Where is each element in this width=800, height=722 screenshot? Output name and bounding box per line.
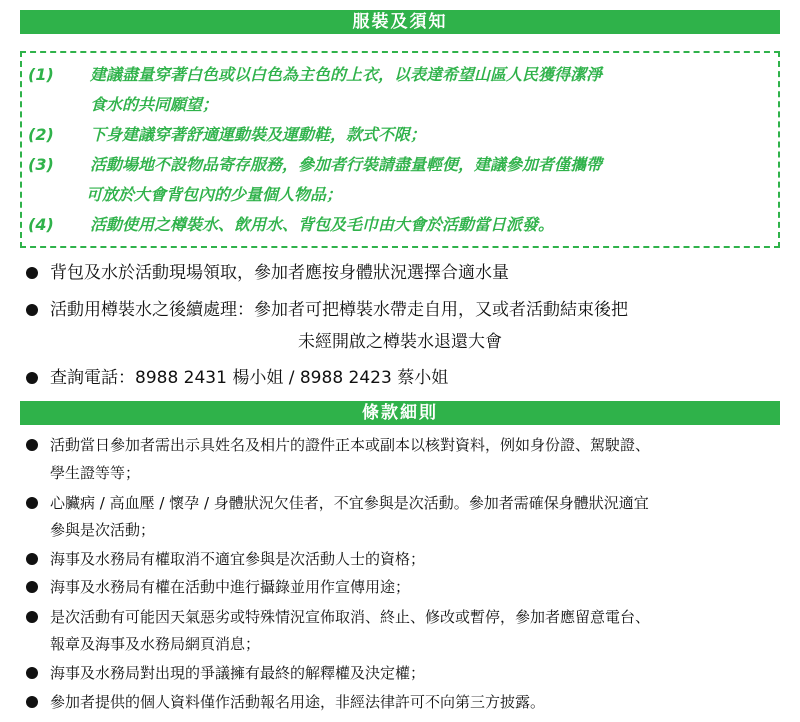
terms-continuation: 參與是次活動； [50,521,156,539]
terms-text: 海事及水務局對出現的爭議擁有最終的解釋權及決定權； [50,664,426,682]
terms-continuation: 報章及海事及水務局網頁消息； [50,635,261,653]
attire-item-number: (2) [28,125,54,144]
bullet-dot-icon [26,667,38,679]
terms-text: 心臟病 / 高血壓 / 懷孕 / 身體狀況欠佳者，不宜參與是次活動。參加者需確保身體狀況適宜 [50,494,649,512]
bullet-dot-icon [26,553,38,565]
enquiry-phone-text: 查詢電話：8988 2431 楊小姐 / 8988 2423 蔡小姐 [50,368,449,388]
bullet-dot-icon [26,439,38,451]
attire-item-text: 活動使用之樽裝水、飲用水、背包及毛巾由大會於活動當日派發。 [90,215,555,234]
attire-item-text: 建議盡量穿著白色或以白色為主色的上衣，以表達希望山區人民獲得潔淨 [90,65,603,84]
note-continuation: 未經開啟之樽裝水退還大會 [298,332,502,352]
attire-item-continuation: 可放於大會背包內的少量個人物品； [86,185,343,204]
attire-section-header: 服裝及須知 [20,10,780,34]
terms-text: 是次活動有可能因天氣惡劣或特殊情況宣佈取消、終止、修改或暫停，參加者應留意電台、 [50,608,651,626]
terms-text: 海事及水務局有權在活動中進行攝錄並用作宣傳用途； [50,578,411,596]
bullet-dot-icon [26,372,38,384]
attire-item-continuation: 食水的共同願望； [90,95,219,114]
bullet-dot-icon [26,497,38,509]
note-text: 活動用樽裝水之後續處理：參加者可把樽裝水帶走自用，又或者活動結束後把 [50,300,628,320]
bullet-dot-icon [26,581,38,593]
terms-section-header: 條款細則 [20,401,780,425]
attire-item-number: (4) [28,215,54,234]
terms-text: 海事及水務局有權取消不適宜參與是次活動人士的資格； [50,550,426,568]
bullet-dot-icon [26,267,38,279]
terms-continuation: 學生證等等； [50,464,141,482]
note-text: 背包及水於活動現場領取，參加者應按身體狀況選擇合適水量 [50,263,509,283]
attire-item-number: (1) [28,65,54,84]
bullet-dot-icon [26,696,38,708]
attire-item-number: (3) [28,155,54,174]
attire-item-text: 活動場地不設物品寄存服務，參加者行裝請盡量輕便，建議參加者僅攜帶 [90,155,603,174]
attire-item-text: 下身建議穿著舒適運動裝及運動鞋，款式不限； [90,125,427,144]
bullet-dot-icon [26,611,38,623]
bullet-dot-icon [26,304,38,316]
terms-text: 活動當日參加者需出示具姓名及相片的證件正本或副本以核對資料，例如身份證、駕駛證、 [50,436,651,454]
terms-text: 參加者提供的個人資料僅作活動報名用途，非經法律許可不向第三方披露。 [50,693,546,711]
